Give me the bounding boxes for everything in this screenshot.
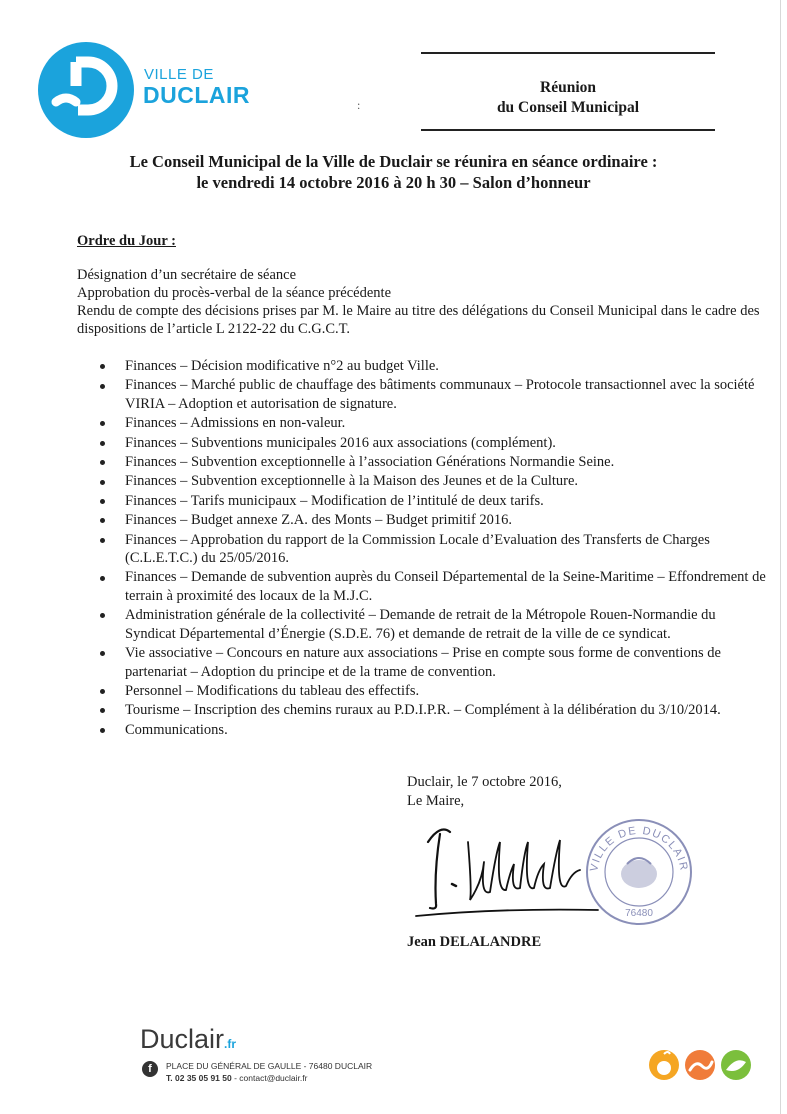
- agenda-item: Tourisme – Inscription des chemins ruraux au P.D.I.P.R. – Complément à la délibération du 3/10/2014.: [77, 701, 767, 719]
- handwritten-signature-icon: [410, 812, 600, 924]
- bullet-icon: [77, 472, 125, 490]
- bullet-icon: [77, 721, 125, 739]
- agenda-item: Finances – Marché public de chauffage des bâtiments communaux – Protocole transactionnel avec la société VIRIA – Adoption et autorisation de signature.: [77, 376, 767, 413]
- header-title-line1: Réunion: [540, 79, 596, 96]
- stamp-text: VILLE DE DUCLAIR: [588, 824, 690, 873]
- agenda-item: Finances – Subventions municipales 2016 aux associations (complément).: [77, 434, 767, 452]
- bullet-icon: [77, 357, 125, 375]
- header-title-line2: du Conseil Municipal: [496, 99, 640, 116]
- agenda-item: Vie associative – Concours en nature aux associations – Prise en compte sous forme de conventions de partenariat – Adoption du principe et de la trame de convention.: [77, 644, 767, 681]
- header-rule-bottom: [421, 129, 715, 131]
- bullet-icon: [77, 531, 125, 549]
- signature-place-date: Duclair, le 7 octobre 2016,: [407, 774, 562, 790]
- footer-theme-icons: [648, 1048, 754, 1082]
- logo-line1: VILLE DE: [144, 66, 214, 83]
- agenda-list: [77, 357, 767, 740]
- convocation-line1: Le Conseil Municipal de la Ville de Duclair se réunira en séance ordinaire :: [129, 152, 658, 171]
- signature-name: Jean DELALANDRE: [407, 934, 542, 950]
- bullet-icon: [77, 511, 125, 529]
- bullet-icon: [77, 701, 125, 719]
- bullet-icon: [77, 644, 125, 662]
- ordre-du-jour-heading: Ordre du Jour :: [77, 233, 176, 249]
- footer-phone: 02 35 05 91 50: [175, 1073, 232, 1083]
- agenda-item: Finances – Budget annexe Z.A. des Monts – Budget primitif 2016.: [77, 511, 767, 529]
- facebook-icon[interactable]: f: [142, 1061, 158, 1077]
- official-stamp-icon: [583, 816, 695, 928]
- bullet-icon: [77, 434, 125, 452]
- bullet-icon: [77, 492, 125, 510]
- agenda-item: Communications.: [77, 721, 767, 739]
- bullet-icon: [77, 568, 125, 586]
- agenda-item: Finances – Demande de subvention auprès du Conseil Départemental de la Seine-Maritime – Effondrement de terrain à proximité des locaux de la M.J.C.: [77, 568, 767, 605]
- agenda-item: Finances – Subvention exceptionnelle à l’association Générations Normandie Seine.: [77, 453, 767, 471]
- bullet-icon: [77, 414, 125, 432]
- duclair-logo-icon: [36, 40, 136, 140]
- bullet-icon: [77, 376, 125, 394]
- stamp-code: 76480: [625, 908, 653, 919]
- header-mark: :: [357, 98, 361, 112]
- footer-contact: T. 02 35 05 91 50 - contact@duclair.fr: [166, 1073, 308, 1083]
- agenda-item: Finances – Tarifs municipaux – Modification de l’intitulé de deux tarifs.: [77, 492, 767, 510]
- footer-email[interactable]: contact@duclair.fr: [239, 1073, 308, 1083]
- signature-role: Le Maire,: [407, 793, 465, 809]
- bullet-icon: [77, 682, 125, 700]
- bullet-icon: [77, 453, 125, 471]
- agenda-item: Administration générale de la collectivité – Demande de retrait de la Métropole Rouen-Normandie du Syndicat Départemental d’Énergie (S.D.E. 76) et demande de retrait de la ville de ce syndicat.: [77, 606, 767, 643]
- intro-line: Désignation d’un secrétaire de séance: [77, 267, 297, 283]
- agenda-item: Finances – Subvention exceptionnelle à la Maison des Jeunes et de la Culture.: [77, 472, 767, 490]
- agenda-item: Finances – Approbation du rapport de la Commission Locale d’Evaluation des Transferts de Charges (C.L.E.T.C.) du 25/05/2016.: [77, 531, 767, 568]
- header-rule-top: [421, 52, 715, 54]
- footer-address: PLACE DU GÉNÉRAL DE GAULLE - 76480 DUCLAIR: [166, 1061, 373, 1071]
- agenda-item: Finances – Décision modificative n°2 au budget Ville.: [77, 357, 767, 375]
- footer-brand-suffix: .fr: [224, 1037, 237, 1051]
- agenda-item: Finances – Admissions en non-valeur.: [77, 414, 767, 432]
- page-edge: [780, 0, 781, 1114]
- agenda-item: Personnel – Modifications du tableau des effectifs.: [77, 682, 767, 700]
- intro-line: Approbation du procès-verbal de la séance précédente: [77, 285, 392, 301]
- intro-line: Rendu de compte des décisions prises par M. le Maire au titre des délégations du Conseil Municipal dans le cadre des dispositions de l’article L 2122-22 du C.G.C.T.: [77, 303, 760, 337]
- footer-brand[interactable]: Duclair.fr: [140, 1024, 237, 1054]
- bullet-icon: [77, 606, 125, 624]
- convocation-line2: le vendredi 14 octobre 2016 à 20 h 30 – Salon d’honneur: [196, 173, 591, 192]
- logo-line2: DUCLAIR: [143, 82, 250, 108]
